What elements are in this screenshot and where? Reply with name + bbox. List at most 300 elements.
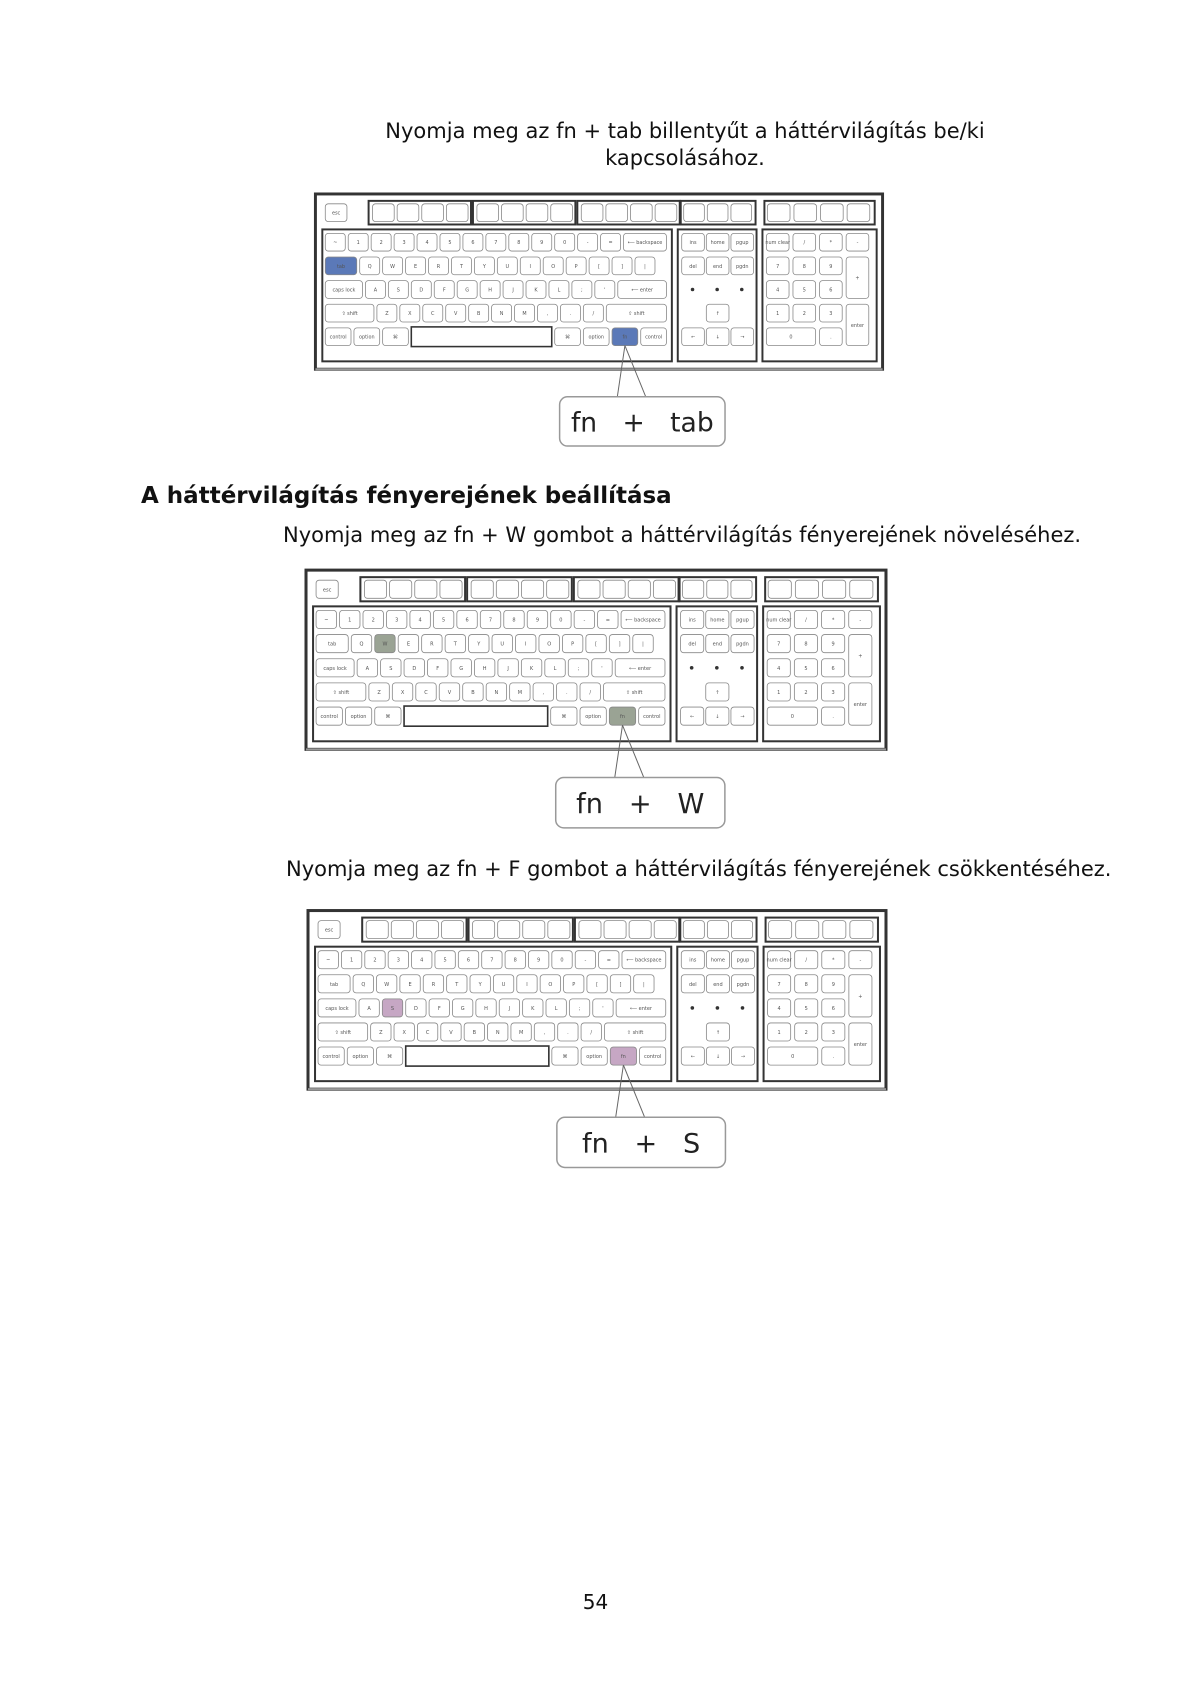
key-- xyxy=(633,635,653,653)
key-n1 xyxy=(706,610,729,628)
svg-text:*: * xyxy=(831,617,835,624)
key-numlock xyxy=(765,233,791,251)
svg-text:fn: fn xyxy=(622,334,628,341)
svg-text:J: J xyxy=(508,1005,511,1012)
key-np72 xyxy=(822,635,845,653)
key-u xyxy=(493,975,513,993)
key-5 xyxy=(433,610,453,628)
key-right xyxy=(731,328,754,346)
key-q xyxy=(351,635,371,653)
key-q xyxy=(353,975,373,993)
svg-text:3: 3 xyxy=(831,1029,835,1036)
svg-text:9: 9 xyxy=(831,981,835,988)
svg-text:tab: tab xyxy=(329,981,339,988)
key-7 xyxy=(482,951,502,969)
key-f xyxy=(523,921,545,939)
svg-text:0: 0 xyxy=(559,617,563,624)
svg-text:enter: enter xyxy=(853,702,868,709)
key-up xyxy=(706,1023,729,1041)
svg-text:A: A xyxy=(365,665,370,672)
svg-text:G: G xyxy=(459,665,464,672)
key-tab xyxy=(316,635,348,653)
key-8 xyxy=(505,951,525,969)
key-np10 xyxy=(768,1023,791,1041)
key-m xyxy=(510,683,530,701)
key-y xyxy=(474,257,494,275)
svg-text:N: N xyxy=(499,311,504,318)
key-f xyxy=(579,921,601,939)
svg-text:4: 4 xyxy=(777,1005,781,1012)
svg-text:/: / xyxy=(805,617,807,624)
key-t xyxy=(451,257,471,275)
key-1 xyxy=(348,233,368,251)
key-f xyxy=(391,921,413,939)
svg-text:2: 2 xyxy=(804,1029,808,1036)
svg-text:7: 7 xyxy=(776,263,780,270)
key-2 xyxy=(363,610,383,628)
key-control xyxy=(318,1047,344,1065)
svg-text:O: O xyxy=(547,641,552,648)
svg-text:2: 2 xyxy=(379,240,383,247)
svg-text:9: 9 xyxy=(831,641,835,648)
key-m xyxy=(515,304,535,322)
key-npenter xyxy=(846,304,869,345)
svg-text:end: end xyxy=(713,981,723,988)
key-0 xyxy=(551,610,571,628)
svg-text:S: S xyxy=(389,665,393,672)
key-down xyxy=(706,328,729,346)
key-v xyxy=(446,304,466,322)
key-- xyxy=(587,975,607,993)
key-esc xyxy=(316,580,338,598)
key-fn xyxy=(609,707,635,725)
key-cmd xyxy=(383,328,409,346)
key-np11 xyxy=(794,683,817,701)
svg-text:S: S xyxy=(396,287,400,294)
svg-text:pgdn: pgdn xyxy=(736,981,750,988)
svg-text:A: A xyxy=(373,287,378,294)
svg-text:T: T xyxy=(455,981,459,988)
key-h xyxy=(480,281,500,299)
key-nav xyxy=(731,921,752,939)
svg-text:ins: ins xyxy=(689,240,697,247)
key-n1 xyxy=(706,951,729,969)
key-media xyxy=(850,580,873,598)
svg-text:,: , xyxy=(542,689,545,696)
svg-text:⇧ shift: ⇧ shift xyxy=(626,1029,644,1036)
svg-text:option: option xyxy=(586,1054,603,1061)
svg-text:3: 3 xyxy=(829,311,833,318)
key-f xyxy=(471,580,493,598)
key-l xyxy=(545,659,565,677)
key-media xyxy=(769,921,792,939)
svg-text:C: C xyxy=(424,689,428,696)
key-1 xyxy=(341,951,361,969)
key-m2 xyxy=(731,635,754,653)
svg-text:[: [ xyxy=(598,263,601,270)
svg-text:M: M xyxy=(522,311,527,318)
svg-text:6: 6 xyxy=(829,287,833,294)
svg-text:home: home xyxy=(710,957,726,964)
key-rshift xyxy=(606,304,666,322)
key-c xyxy=(423,304,443,322)
svg-text:;: ; xyxy=(578,1005,581,1012)
key-roption xyxy=(583,328,609,346)
svg-text:J: J xyxy=(507,665,509,672)
svg-text:⇧ shift: ⇧ shift xyxy=(625,689,643,696)
key-media xyxy=(795,580,818,598)
key-f xyxy=(551,204,573,222)
key-f xyxy=(502,204,524,222)
key-right xyxy=(731,707,754,725)
key-3 xyxy=(386,610,406,628)
key-4 xyxy=(412,951,432,969)
svg-text:↓: ↓ xyxy=(715,714,720,721)
key-x xyxy=(392,683,412,701)
svg-text:←: ← xyxy=(690,714,695,721)
svg-text:K: K xyxy=(534,287,538,294)
svg-text:0: 0 xyxy=(563,240,567,247)
svg-text:I: I xyxy=(529,263,532,270)
callout-text: fn + W xyxy=(576,788,705,820)
svg-text:W: W xyxy=(384,981,390,988)
svg-text:*: * xyxy=(829,240,833,247)
key-r xyxy=(429,257,449,275)
key-m0 xyxy=(681,635,704,653)
key-npplus xyxy=(846,257,869,298)
svg-text:Q: Q xyxy=(367,263,372,270)
svg-text:.: . xyxy=(832,714,834,721)
svg-text:⇧ shift: ⇧ shift xyxy=(341,311,358,318)
svg-text:J: J xyxy=(512,287,514,294)
key-f xyxy=(390,580,412,598)
svg-text:control: control xyxy=(645,334,663,341)
callout-text: fn + S xyxy=(582,1128,701,1160)
key-n xyxy=(488,1023,508,1041)
key-- xyxy=(318,951,338,969)
svg-text:F: F xyxy=(442,287,446,294)
key-o xyxy=(540,975,560,993)
key-- xyxy=(592,659,612,677)
svg-text:pgup: pgup xyxy=(736,617,749,624)
svg-text:D: D xyxy=(412,665,417,672)
svg-text:end: end xyxy=(712,641,723,648)
svg-text:3: 3 xyxy=(395,617,399,624)
svg-text:1: 1 xyxy=(350,957,354,964)
svg-text:V: V xyxy=(449,1029,453,1036)
svg-text:5: 5 xyxy=(443,957,447,964)
svg-text:end: end xyxy=(713,263,723,270)
svg-text:F: F xyxy=(437,1005,441,1012)
key-f xyxy=(548,921,570,939)
svg-text:2: 2 xyxy=(371,617,375,624)
key-n0 xyxy=(682,233,705,251)
key-7 xyxy=(486,233,506,251)
key-f xyxy=(416,921,438,939)
svg-text:⇧ shift: ⇧ shift xyxy=(334,1029,352,1036)
svg-text:Q: Q xyxy=(361,981,366,988)
svg-text:8: 8 xyxy=(512,617,516,624)
key-s xyxy=(388,281,408,299)
instruction-3: Nyomja meg az fn + F gombot a háttérvilágítás fényerejének csökkentéséhez. xyxy=(286,857,1112,881)
key-j xyxy=(503,281,523,299)
key-cmd xyxy=(376,1047,402,1065)
key-right xyxy=(731,1047,754,1065)
key-np10 xyxy=(766,304,789,322)
svg-text:⟵ backspace: ⟵ backspace xyxy=(627,240,663,247)
key-down xyxy=(706,1047,729,1065)
key-esc xyxy=(318,921,340,939)
key-t xyxy=(445,635,465,653)
svg-text:Z: Z xyxy=(385,311,389,318)
key-f xyxy=(603,580,625,598)
key-9 xyxy=(532,233,552,251)
svg-text:⟵ enter: ⟵ enter xyxy=(629,665,652,672)
svg-text:⌘: ⌘ xyxy=(562,1054,568,1061)
svg-text:P: P xyxy=(574,263,578,270)
svg-text:1: 1 xyxy=(776,311,780,318)
key-f xyxy=(655,204,677,222)
svg-text:pgdn: pgdn xyxy=(736,641,749,648)
svg-text:+: + xyxy=(855,275,860,282)
key-f xyxy=(434,281,454,299)
svg-text:V: V xyxy=(447,689,452,696)
svg-text:⟵ backspace: ⟵ backspace xyxy=(625,617,661,624)
key-f xyxy=(496,580,518,598)
svg-text:6: 6 xyxy=(465,617,469,624)
key-4 xyxy=(410,610,430,628)
svg-text:~: ~ xyxy=(326,957,331,964)
key-np70 xyxy=(766,257,789,275)
svg-text:H: H xyxy=(484,1005,488,1012)
key-f xyxy=(428,659,448,677)
svg-text:control: control xyxy=(329,334,347,341)
key-rcmd xyxy=(551,707,577,725)
svg-text:Y: Y xyxy=(477,641,481,648)
svg-text:/: / xyxy=(592,311,595,318)
key-n2 xyxy=(731,233,754,251)
key-npplus xyxy=(849,975,872,1017)
key-enter xyxy=(618,281,667,299)
svg-text:→: → xyxy=(740,714,745,721)
svg-text:': ' xyxy=(604,287,606,294)
svg-text:5: 5 xyxy=(804,665,808,672)
key-- xyxy=(586,635,606,653)
svg-text:→: → xyxy=(740,334,745,341)
key-np41 xyxy=(793,281,816,299)
key-m0 xyxy=(681,975,704,993)
svg-text:9: 9 xyxy=(829,263,833,270)
key-d xyxy=(411,281,431,299)
key-f xyxy=(581,204,603,222)
key-b xyxy=(464,1023,484,1041)
key-control xyxy=(325,328,351,346)
svg-text:-: - xyxy=(856,240,859,247)
svg-text:X: X xyxy=(408,311,412,318)
key-- xyxy=(569,999,589,1017)
key-f xyxy=(440,580,462,598)
svg-text:-: - xyxy=(584,957,587,964)
key-- xyxy=(612,257,632,275)
svg-text:pgup: pgup xyxy=(736,240,749,247)
key-6 xyxy=(463,233,483,251)
svg-text:2: 2 xyxy=(802,311,806,318)
svg-text:ins: ins xyxy=(688,617,696,624)
key-np41 xyxy=(794,659,817,677)
svg-text:=: = xyxy=(608,240,613,247)
key-rcontrol xyxy=(639,707,665,725)
key-f xyxy=(526,204,548,222)
key-d xyxy=(404,659,424,677)
key-0 xyxy=(555,233,575,251)
svg-text:Y: Y xyxy=(478,981,482,988)
key-np2 xyxy=(849,951,872,969)
svg-text:0: 0 xyxy=(790,714,794,721)
key-enter xyxy=(616,999,666,1017)
svg-text:.: . xyxy=(569,311,572,318)
key-enter xyxy=(615,659,665,677)
key-g xyxy=(451,659,471,677)
svg-text:C: C xyxy=(425,1029,430,1036)
svg-text:6: 6 xyxy=(831,1005,835,1012)
key-f xyxy=(604,921,626,939)
svg-text:,: , xyxy=(546,311,549,318)
key-i xyxy=(517,975,537,993)
key-np41 xyxy=(795,999,818,1017)
key-f xyxy=(429,999,449,1017)
key-y xyxy=(470,975,490,993)
key-rshift xyxy=(604,1023,665,1041)
svg-text:option: option xyxy=(588,334,604,341)
svg-text:⟵ enter: ⟵ enter xyxy=(629,1005,652,1012)
svg-text:I: I xyxy=(526,981,528,988)
svg-text:6: 6 xyxy=(831,665,835,672)
key-np11 xyxy=(793,304,816,322)
key-s xyxy=(382,999,402,1017)
key-m1 xyxy=(706,975,729,993)
key-- xyxy=(325,233,345,251)
keyboard-diagram xyxy=(312,192,886,448)
key-- xyxy=(574,610,594,628)
svg-text:del: del xyxy=(688,641,696,648)
keyboard-diagram xyxy=(306,908,888,1170)
keyboard-figure-1 xyxy=(312,192,886,448)
key-n xyxy=(492,304,512,322)
key-x xyxy=(400,304,420,322)
svg-text:|: | xyxy=(642,641,644,648)
svg-text:R: R xyxy=(436,263,441,270)
key-npzero xyxy=(766,328,815,346)
key-m1 xyxy=(706,257,729,275)
svg-text:|: | xyxy=(644,263,646,270)
svg-text:+: + xyxy=(858,653,863,660)
svg-text:caps lock: caps lock xyxy=(332,287,356,294)
key-n0 xyxy=(681,610,704,628)
svg-text:=: = xyxy=(605,617,610,624)
svg-text:enter: enter xyxy=(853,1042,868,1049)
svg-text:U: U xyxy=(501,981,506,988)
svg-text:L: L xyxy=(554,1005,558,1012)
key-media xyxy=(823,580,846,598)
key-cmd xyxy=(375,707,401,725)
svg-text:2: 2 xyxy=(804,689,808,696)
svg-text:4: 4 xyxy=(425,240,429,247)
key-- xyxy=(634,975,654,993)
svg-text:;: ; xyxy=(581,287,583,294)
key-0 xyxy=(552,951,572,969)
svg-text:8: 8 xyxy=(517,240,521,247)
key-r xyxy=(423,975,443,993)
svg-text:option: option xyxy=(359,334,375,341)
key-left xyxy=(681,707,704,725)
callout-text: fn + tab xyxy=(570,407,714,439)
key-n1 xyxy=(706,233,729,251)
svg-text:5: 5 xyxy=(442,617,446,624)
key-o xyxy=(539,635,559,653)
svg-text:⌘: ⌘ xyxy=(565,334,571,341)
svg-text:tab: tab xyxy=(328,641,337,648)
svg-text:]: ] xyxy=(619,981,622,988)
key-down xyxy=(706,707,729,725)
key-np12 xyxy=(820,304,843,322)
svg-text:W: W xyxy=(382,641,388,648)
svg-text:⇧ shift: ⇧ shift xyxy=(332,689,350,696)
svg-text:2: 2 xyxy=(373,957,377,964)
key-np0 xyxy=(795,951,818,969)
key-npzero xyxy=(767,707,817,725)
key-- xyxy=(580,683,600,701)
svg-text:B: B xyxy=(476,311,481,318)
key-n2 xyxy=(731,951,754,969)
svg-text:control: control xyxy=(643,1054,662,1061)
key-m1 xyxy=(706,635,729,653)
svg-text:→: → xyxy=(740,1054,746,1061)
key-r xyxy=(422,635,442,653)
key-z xyxy=(369,683,389,701)
svg-text:⟵ backspace: ⟵ backspace xyxy=(626,957,662,964)
key-left xyxy=(682,328,705,346)
key-fn xyxy=(610,1047,636,1065)
svg-text:/: / xyxy=(803,240,806,247)
key-f xyxy=(397,204,419,222)
key-f xyxy=(653,580,675,598)
svg-text:,: , xyxy=(543,1029,546,1036)
svg-text:F: F xyxy=(436,665,440,672)
key-4 xyxy=(417,233,437,251)
key-backspace xyxy=(624,233,667,251)
key-e xyxy=(406,257,426,275)
key-- xyxy=(610,975,630,993)
svg-text:M: M xyxy=(517,689,523,696)
key-j xyxy=(499,999,519,1017)
key-p xyxy=(566,257,586,275)
key-npdot xyxy=(820,328,843,346)
key-rcmd xyxy=(555,328,581,346)
key-option xyxy=(354,328,380,346)
svg-text:control: control xyxy=(322,1054,340,1061)
key-w xyxy=(376,975,396,993)
svg-text:G: G xyxy=(465,287,470,294)
svg-text:4: 4 xyxy=(777,665,781,672)
svg-text:num clear: num clear xyxy=(766,617,792,624)
key-npdot xyxy=(822,1047,845,1065)
key-- xyxy=(578,233,598,251)
svg-text:I: I xyxy=(524,641,527,648)
svg-text:E: E xyxy=(406,641,411,648)
svg-text:8: 8 xyxy=(513,957,517,964)
svg-text:+: + xyxy=(858,993,863,1000)
svg-text:*: * xyxy=(832,957,835,964)
